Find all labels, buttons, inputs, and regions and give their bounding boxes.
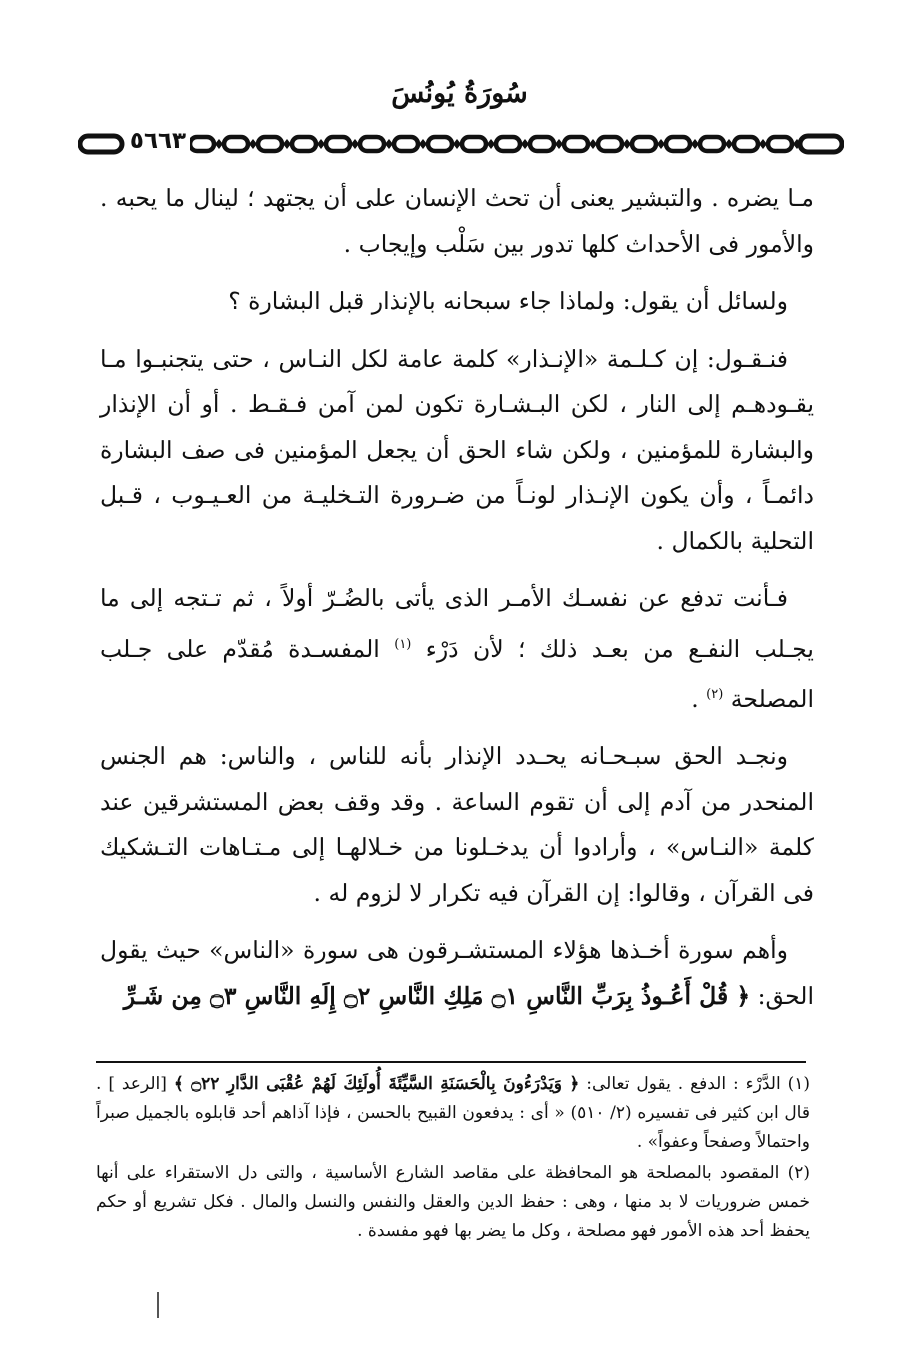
footnote-text: [الرعد ] . قال ابن كثير فى تفسيره (٢/ ٥١٠) « أى : يدفعون القبيح بالحسن ، فإذا آذاهم أحد قابلوه بالجميل صبراً واحتمالاً وصفحاً وعفواً» . <box>96 1074 810 1152</box>
footnote <box>96 1070 810 1157</box>
paragraph <box>100 576 814 722</box>
ornament-segment <box>564 137 588 151</box>
ornament-segment <box>734 137 758 151</box>
ornament-segment <box>258 137 282 151</box>
footnote-ref: (١) <box>394 636 412 652</box>
ornament-segment <box>292 137 316 151</box>
footnotes <box>96 1070 810 1248</box>
footnote-text: (١) الدَّرْء : الدفع . يقول تعالى: <box>586 1074 811 1094</box>
main-text <box>100 176 814 1031</box>
paragraph <box>100 928 814 1019</box>
paragraph: فنـقـول: إن كـلـمة «الإنـذار» كلمة عامة لكل النـاس ، حتى يتجنبـوا مـا يقـودهـم إلى النار ، لكن البـشـارة تكون لمن آمن فـقـط . أو أن الإنذار والبشارة للمؤمنين ، ولكن شاء الحق أن يجعل المؤمنين فى صف البشارة دائمـاً ، وأن يكون الإنـذار لونـاً من ضـرورة التـخليـة من العـيـوب ، قـبل التحلية بالكمال . <box>100 344 814 555</box>
paragraph-text: . <box>691 684 699 713</box>
ornament-segment <box>428 137 452 151</box>
footnote-divider <box>96 1061 806 1063</box>
footnote-ref: (٢) <box>706 686 724 702</box>
ornament-segment <box>632 137 656 151</box>
ornament-segment <box>360 137 384 151</box>
decorative-border <box>78 126 844 162</box>
quran-verse: ﴿ قُلْ أَعُـوذُ بِرَبِّ النَّاسِ ۝١ مَلِكِ النَّاسِ ۝٢ إِلَهِ النَّاسِ ۝٣ مِن شَـرِّ <box>123 981 751 1010</box>
surah-title: سُورَةُ يُونُسَ <box>391 78 528 109</box>
ornament-segment <box>530 137 554 151</box>
ornament-segment <box>394 137 418 151</box>
paragraph: مـا يضره . والتبشير يعنى أن تحث الإنسان على أن يجتهد ؛ لينال ما يحبه . والأمور فى الأحداث كلها تدور بين سَلْب وإيجاب . <box>100 184 814 258</box>
quran-verse: ﴿ وَيَدْرَءُونَ بِالْحَسَنَةِ السَّيِّئَةَ أُولَئِكَ لَهُمْ عُقْبَى الدَّارِ ۝٢٢ ﴾ <box>173 1074 580 1094</box>
ornament-segment <box>190 137 214 151</box>
ornament-segment <box>666 137 690 151</box>
page-number: ٥٦٦٣ <box>126 124 190 158</box>
paragraph-text: المفسـدة مُقدّم على جـلب المصلحة <box>100 634 814 713</box>
paragraph: ونجـد الحق سبـحـانه يحـدد الإنذار بأنه للناس ، والناس: هم الجنس المنحدر من آدم إلى أن تقوم الساعة . وقد وقف بعض المستشرقين عند كلمة «النـاس» ، وأرادوا أن يدخـلونا من خـلالهـا إلى مـتـاهات التـشكيك فى القرآن ، وقالوا: إن القرآن فيه تكرار لا لزوم له . <box>100 742 814 907</box>
margin-mark <box>157 1292 159 1318</box>
paragraph-text: فـأنت تدفع عن نفسـك الأمـر الذى يأتى بالضُـرّ أولاً ، ثم تـتجه إلى ما يجـلب النفـع من بعـد ذلك ؛ لأن دَرْء <box>100 584 814 663</box>
chain-ornament-icon <box>78 126 844 162</box>
ornament-segment <box>768 137 792 151</box>
ornament-segment <box>800 136 842 152</box>
paragraph: ولسائل أن يقول: ولماذا جاء سبحانه بالإنذار قبل البشارة ؟ <box>228 287 788 315</box>
ornament-segment <box>326 137 350 151</box>
ornament-segment <box>462 137 486 151</box>
paragraph-text: وأهم سورة أخـذها هؤلاء المستشـرقون هى سورة «الناس» حيث يقول الحق: <box>100 936 814 1010</box>
ornament-segment <box>80 136 122 152</box>
ornament-segment <box>224 137 248 151</box>
ornament-segment <box>598 137 622 151</box>
footnote: (٢) المقصود بالمصلحة هو المحافظة على مقاصد الشارع الأساسية ، والتى دل الاستقراء على أنها خمس ضروريات لا بد منها ، وهى : حفظ الدين والعقل والنفس والنسل والمال . فكل تشريع أو حكم يحفظ أحد هذه الأمور فهو مصلحة ، وكل ما يضر بها فهو مفسدة . <box>96 1163 810 1241</box>
ornament-segment <box>700 137 724 151</box>
ornament-segment <box>496 137 520 151</box>
